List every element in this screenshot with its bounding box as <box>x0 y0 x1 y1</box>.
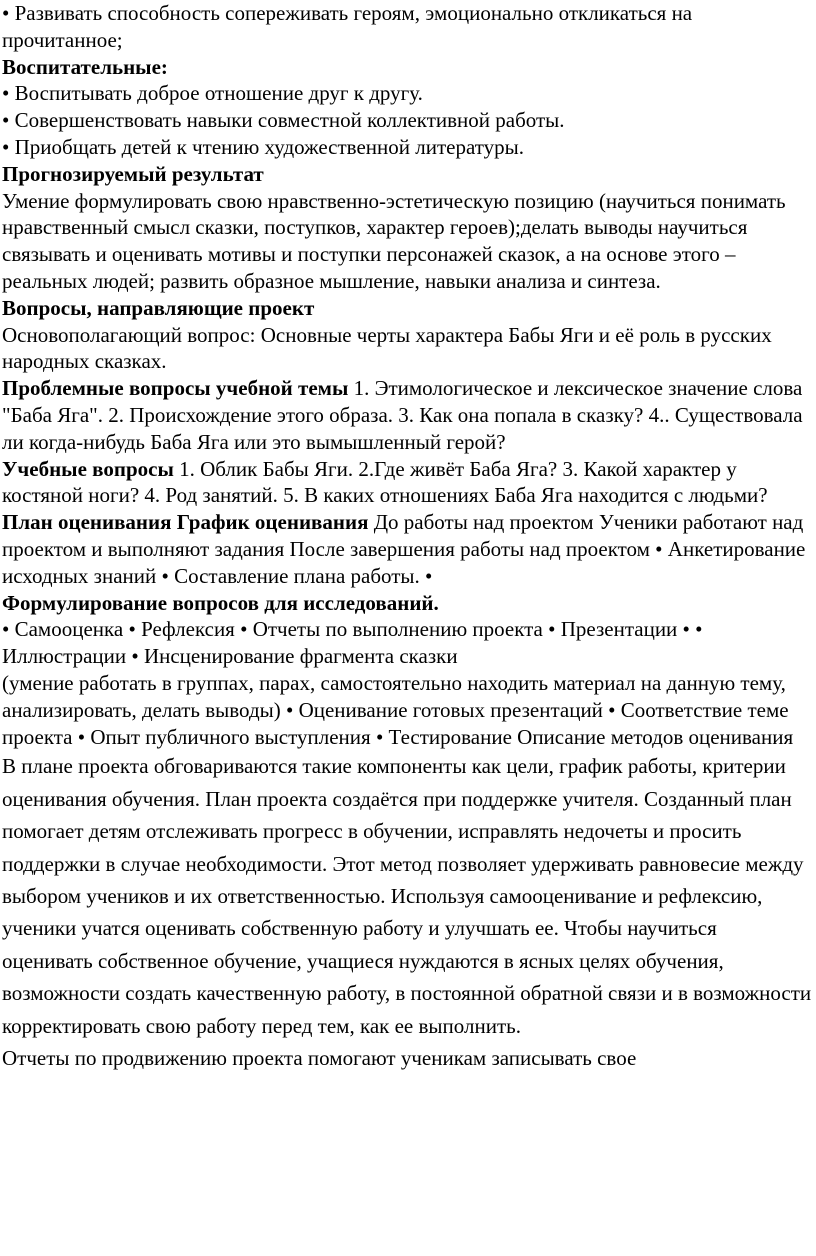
reports-text: Отчеты по продвижению проекта помогают ученикам записывать свое <box>2 1045 637 1070</box>
intro-bullet: • Развивать способность сопереживать героям, эмоционально откликаться на прочитанное; <box>2 1 693 52</box>
assessment-plan-paragraph <box>2 509 812 589</box>
assessment-list: • Самооценка • Рефлексия • Отчеты по выполнению проекта • Презентации • • Иллюстрации • Инсценирование фрагмента сказки (умение работать в группах, парах, самостоятельно находить материал на данную тему, анализировать, делать выводы) • Оценивание готовых презентаций • Соответствие теме проекта • Опыт публичного выступления • Тестирование Описание методов оценивания <box>2 617 794 749</box>
formulation-heading: Формулирование вопросов для исследований. <box>2 590 439 615</box>
problem-questions-text: 1. Этимологическое и лексическое значение слова "Баба Яга". 2. Происхождение этого образа. 3. Как она попала в сказку? 4.. Существовала ли когда-нибудь Баба Яга или это вымышленный герой? <box>2 376 803 454</box>
educational-item: • Совершенствовать навыки совместной коллективной работы. <box>2 108 565 133</box>
educational-item: • Воспитывать доброе отношение друг к другу. <box>2 81 423 106</box>
result-heading: Прогнозируемый результат <box>2 161 264 186</box>
educational-heading: Воспитательные: <box>2 54 168 79</box>
fundamental-question: Основополагающий вопрос: Основные черты характера Бабы Яги и её роль в русских народных сказках. <box>2 322 772 374</box>
study-questions-label: Учебные вопросы <box>2 456 174 481</box>
educational-item: • Приобщать детей к чтению художественной литературы. <box>2 134 525 159</box>
problem-questions-label: Проблемные вопросы учебной темы <box>2 376 349 401</box>
assessment-plan-text: До работы над проектом Ученики работают над проектом и выполняют задания После завершения работы над проектом • Анкетирование исходных знаний • Составление плана работы. • <box>2 510 806 588</box>
result-text: Умение формулировать свою нравственно-эстетическую позицию (научиться понимать нравственный смысл сказки, поступков, характер героев);делать выводы научиться связывать и оценивать мотивы и поступки персонажей сказок, а на основе этого – реальных людей; развить образное мышление, навыки анализа и синтеза. <box>2 188 786 293</box>
study-questions-paragraph <box>2 456 812 510</box>
study-questions-text: 1. Облик Бабы Яги. 2.Где живёт Баба Яга? 3. Какой характер у костяной ноги? 4. Род занятий. 5. В каких отношениях Баба Яга находится с людьми? <box>2 456 768 508</box>
questions-heading: Вопросы, направляющие проект <box>2 295 315 320</box>
assessment-plan-label: План оценивания График оценивания <box>2 510 369 535</box>
problem-questions-paragraph <box>2 375 812 455</box>
plan-description: В плане проекта обговариваются такие компоненты как цели, график работы, критерии оценивания обучения. План проекта создаётся при поддержке учителя. Созданный план помогает детям отслеживать прогресс в обучении, исправлять недочеты и просить поддержки в случае необходимости. Этот метод позволяет удерживать равновесие между выбором учеников и их ответственностью. Используя самооценивание и рефлексию, ученики учатся оценивать собственную работу и улучшать ее. Чтобы научиться оценивать собственное обучение, учащиеся нуждаются в ясных целях обучения, возможности создать качественную работу, в постоянной обратной связи и в возможности корректировать свою работу перед тем, как ее выполнить. <box>2 754 812 1038</box>
